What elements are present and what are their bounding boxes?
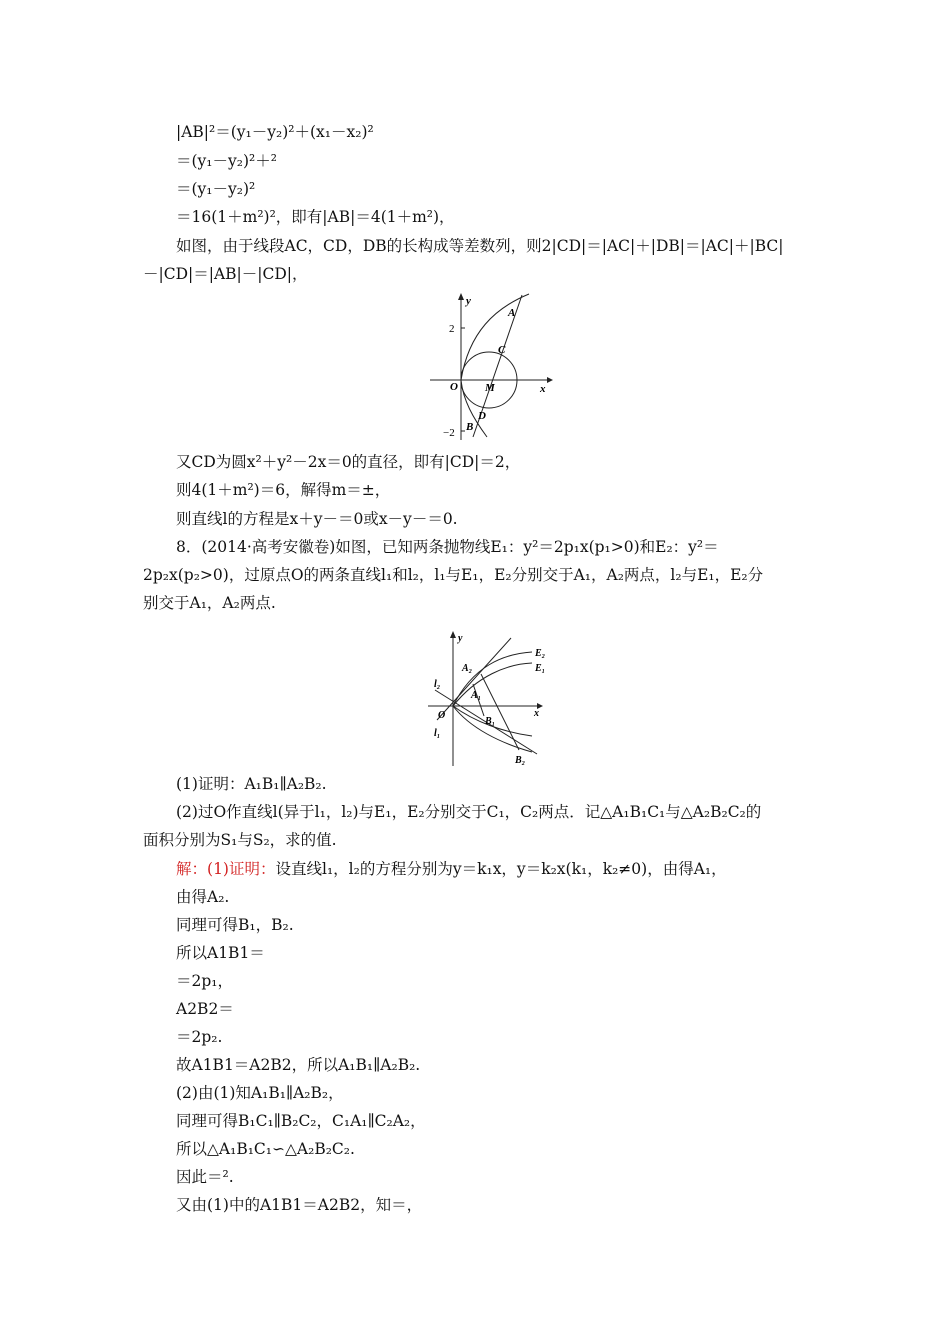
curve-label-E2: E₂ (535, 648, 546, 659)
point-label-D: D (478, 410, 486, 422)
text-line: 2p₂x(p₂>0)，过原点O的两条直线l₁和l₂，l₁与E₁，E₂分别交于A₁，A₂两点，l₂与E₁，E₂分 (143, 566, 764, 584)
point-label-C: C (498, 344, 506, 356)
text-line: (2)由(1)知A₁B₁∥A₂B₂， (176, 1084, 344, 1102)
point-label-O: O (450, 381, 458, 393)
text-line: ＝2p₁， (176, 972, 233, 990)
text-line: 则直线l的方程是x＋y－＝0或x－y－＝0. (176, 510, 458, 528)
text-line: 面积分别为S₁与S₂，求的值. (143, 831, 337, 849)
figure1-svg (425, 290, 555, 442)
text-line: 如图，由于线段AC，CD，DB的长构成等差数列，则2|CD|＝|AC|＋|DB|＝|AC|＋|BC| (176, 237, 784, 255)
x-axis-label: x (540, 383, 546, 395)
point-label-B2: B₂ (515, 755, 526, 766)
text-line: 又CD为圆x²＋y²－2x＝0的直径，即有|CD|＝2， (176, 453, 521, 471)
y-axis-label: y (466, 295, 471, 307)
text-line: 则4(1＋m²)＝6，解得m＝±， (176, 481, 391, 499)
text-line: 又由(1)中的A1B1＝A2B2，知＝， (176, 1196, 423, 1214)
text-line: ＝(y₁－y₂)² (176, 180, 256, 198)
y-axis-label: y (458, 633, 463, 644)
curve-label-E1: E₁ (535, 663, 546, 674)
tick-label-neg2: −2 (443, 427, 455, 439)
point-label-A2: A₂ (462, 663, 473, 674)
figure2-svg (425, 628, 555, 768)
text-line: (2)过O作直线l(异于l₁，l₂)与E₁，E₂分别交于C₁，C₂两点．记△A₁B₁C₁与△A₂B₂C₂的 (176, 803, 762, 821)
text-line: 由得A₂. (176, 888, 230, 906)
text-line: ＝2p₂. (176, 1028, 223, 1046)
figure-two-parabolas (425, 628, 555, 768)
point-label-M: M (485, 382, 495, 394)
line-label-l2: l₂ (434, 679, 441, 690)
proof-label: (1)证明： (207, 860, 276, 878)
line-label-l1: l₁ (434, 728, 441, 739)
text-line: ＝16(1＋m²)²，即有|AB|＝4(1＋m²)， (176, 208, 455, 226)
text-line: 同理可得B₁C₁∥B₂C₂，C₁A₁∥C₂A₂， (176, 1112, 426, 1130)
text-line: 所以A1B1＝ (176, 944, 265, 962)
point-label-A: A (508, 307, 516, 319)
text-line: A2B2＝ (176, 1000, 234, 1018)
text-line: (1)证明：A₁B₁∥A₂B₂. (176, 775, 327, 793)
point-label-O: O (438, 710, 446, 721)
solution-line (176, 858, 727, 880)
problem-8-line: 8．(2014·高考安徽卷)如图，已知两条抛物线E₁：y²＝2p₁x(p₁>0)和E₂：y²＝ (176, 538, 719, 556)
solution-label: 解： (176, 860, 208, 878)
text-line: －|CD|＝|AB|－|CD|， (143, 265, 308, 283)
text-line: 别交于A₁，A₂两点. (143, 594, 276, 612)
point-label-B1: B₁ (485, 716, 496, 727)
text-line: 因此＝². (176, 1168, 234, 1186)
point-label-B: B (466, 421, 474, 433)
text-line: 故A1B1＝A2B2，所以A₁B₁∥A₂B₂. (176, 1056, 421, 1074)
x-axis-label: x (534, 708, 539, 719)
text-line: 同理可得B₁，B₂. (176, 916, 294, 934)
figure-parabola-circle (425, 290, 555, 442)
text-line: ＝(y₁－y₂)²＋² (176, 152, 277, 170)
solution-text: 设直线l₁，l₂的方程分别为y＝k₁x，y＝k₂x(k₁，k₂≠0)，由得A₁， (275, 860, 727, 878)
text-line: |AB|²＝(y₁－y₂)²＋(x₁－x₂)² (176, 123, 374, 141)
text-line: 所以△A₁B₁C₁∽△A₂B₂C₂. (176, 1140, 355, 1158)
point-label-A1: A₁ (471, 690, 482, 701)
tick-label-2: 2 (449, 323, 455, 335)
